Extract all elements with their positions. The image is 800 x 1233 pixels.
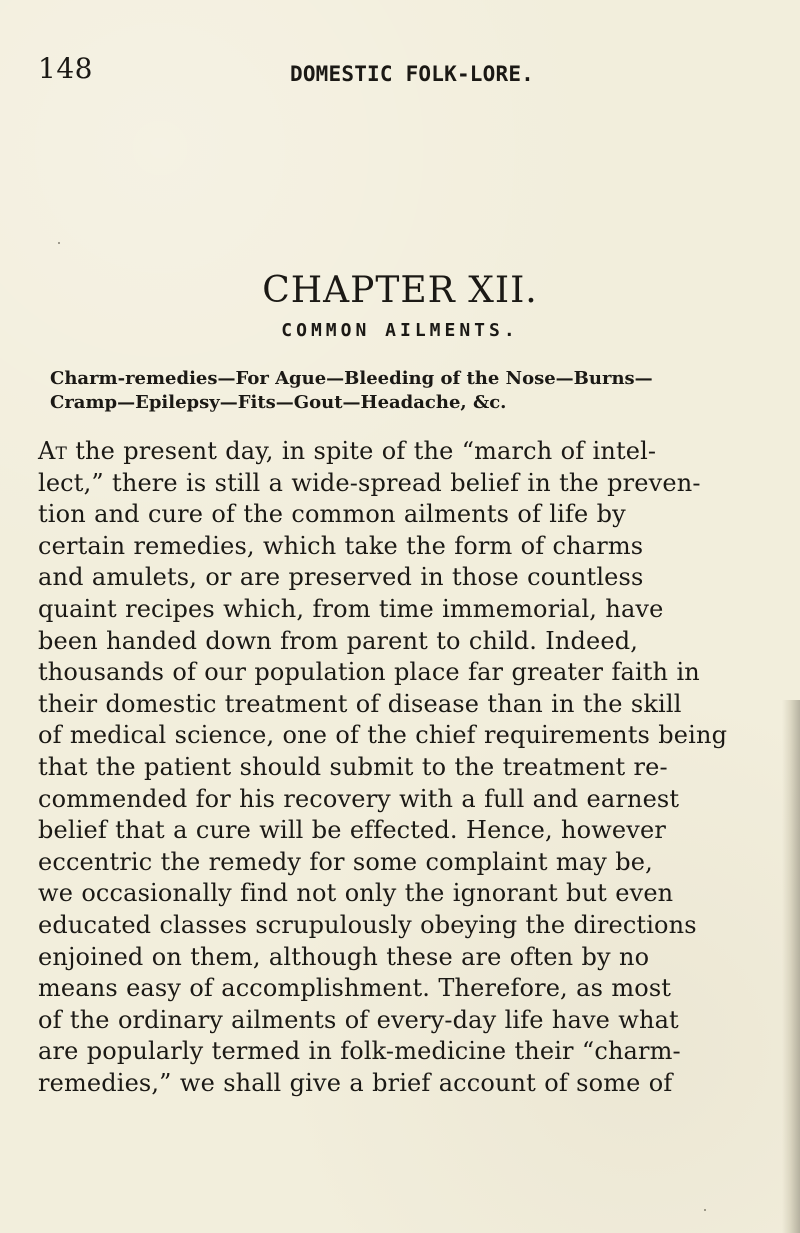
paper-speck xyxy=(704,1209,706,1211)
chapter-summary-line-1: Charm-remedies—For Ague—Bleeding of the Nose—Burns— xyxy=(50,368,653,389)
body-line: means easy of accomplishment. Therefore, as most xyxy=(38,974,672,1003)
body-line: belief that a cure will be effected. Hence, however xyxy=(38,816,666,845)
body-line: certain remedies, which take the form of charms xyxy=(38,531,644,560)
body-line: eccentric the remedy for some complaint may be, xyxy=(38,847,653,876)
body-line xyxy=(38,436,750,468)
body-line: and amulets, or are preserved in those countless xyxy=(38,563,644,592)
body-line: of the ordinary ailments of every-day life have what xyxy=(38,1005,679,1034)
body-line: we occasionally find not only the ignorant but even xyxy=(38,879,674,908)
chapter-subtitle: COMMON AILMENTS. xyxy=(281,320,519,341)
body-line: that the patient should submit to the treatment re- xyxy=(38,752,668,781)
body-line: are popularly termed in folk-medicine their “charm- xyxy=(38,1037,681,1066)
body-line: of medical science, one of the chief requirements being xyxy=(38,721,728,750)
paper-speck xyxy=(58,242,60,244)
body-text xyxy=(38,436,750,1099)
chapter-summary xyxy=(50,367,750,415)
body-line: their domestic treatment of disease than in the skill xyxy=(38,689,682,718)
body-line: remedies,” we shall give a brief account of some of xyxy=(38,1068,673,1097)
body-line: commended for his recovery with a full and earnest xyxy=(38,784,680,813)
body-line: tion and cure of the common ailments of life by xyxy=(38,500,626,529)
body-line-text: the present day, in spite of the “march of intel- xyxy=(66,437,657,465)
opening-word: At xyxy=(38,437,67,465)
chapter-summary-line-2: Cramp—Epilepsy—Fits—Gout—Headache, &c. xyxy=(50,392,507,413)
body-line: been handed down from parent to child. Indeed, xyxy=(38,626,639,655)
page-header xyxy=(38,52,764,89)
body-line: educated classes scrupulously obeying the directions xyxy=(38,910,697,939)
body-line: lect,” there is still a wide-spread belief in the preven- xyxy=(38,468,701,497)
page-number: 148 xyxy=(38,52,93,85)
page-edge-shadow xyxy=(782,700,800,1233)
body-line: thousands of our population place far greater faith in xyxy=(38,658,700,687)
body-line: quaint recipes which, from time immemorial, have xyxy=(38,594,664,623)
running-head: DOMESTIC FOLK-LORE. xyxy=(290,62,535,86)
chapter-title: CHAPTER XII. xyxy=(262,270,538,311)
body-line: enjoined on them, although these are often by no xyxy=(38,942,650,971)
